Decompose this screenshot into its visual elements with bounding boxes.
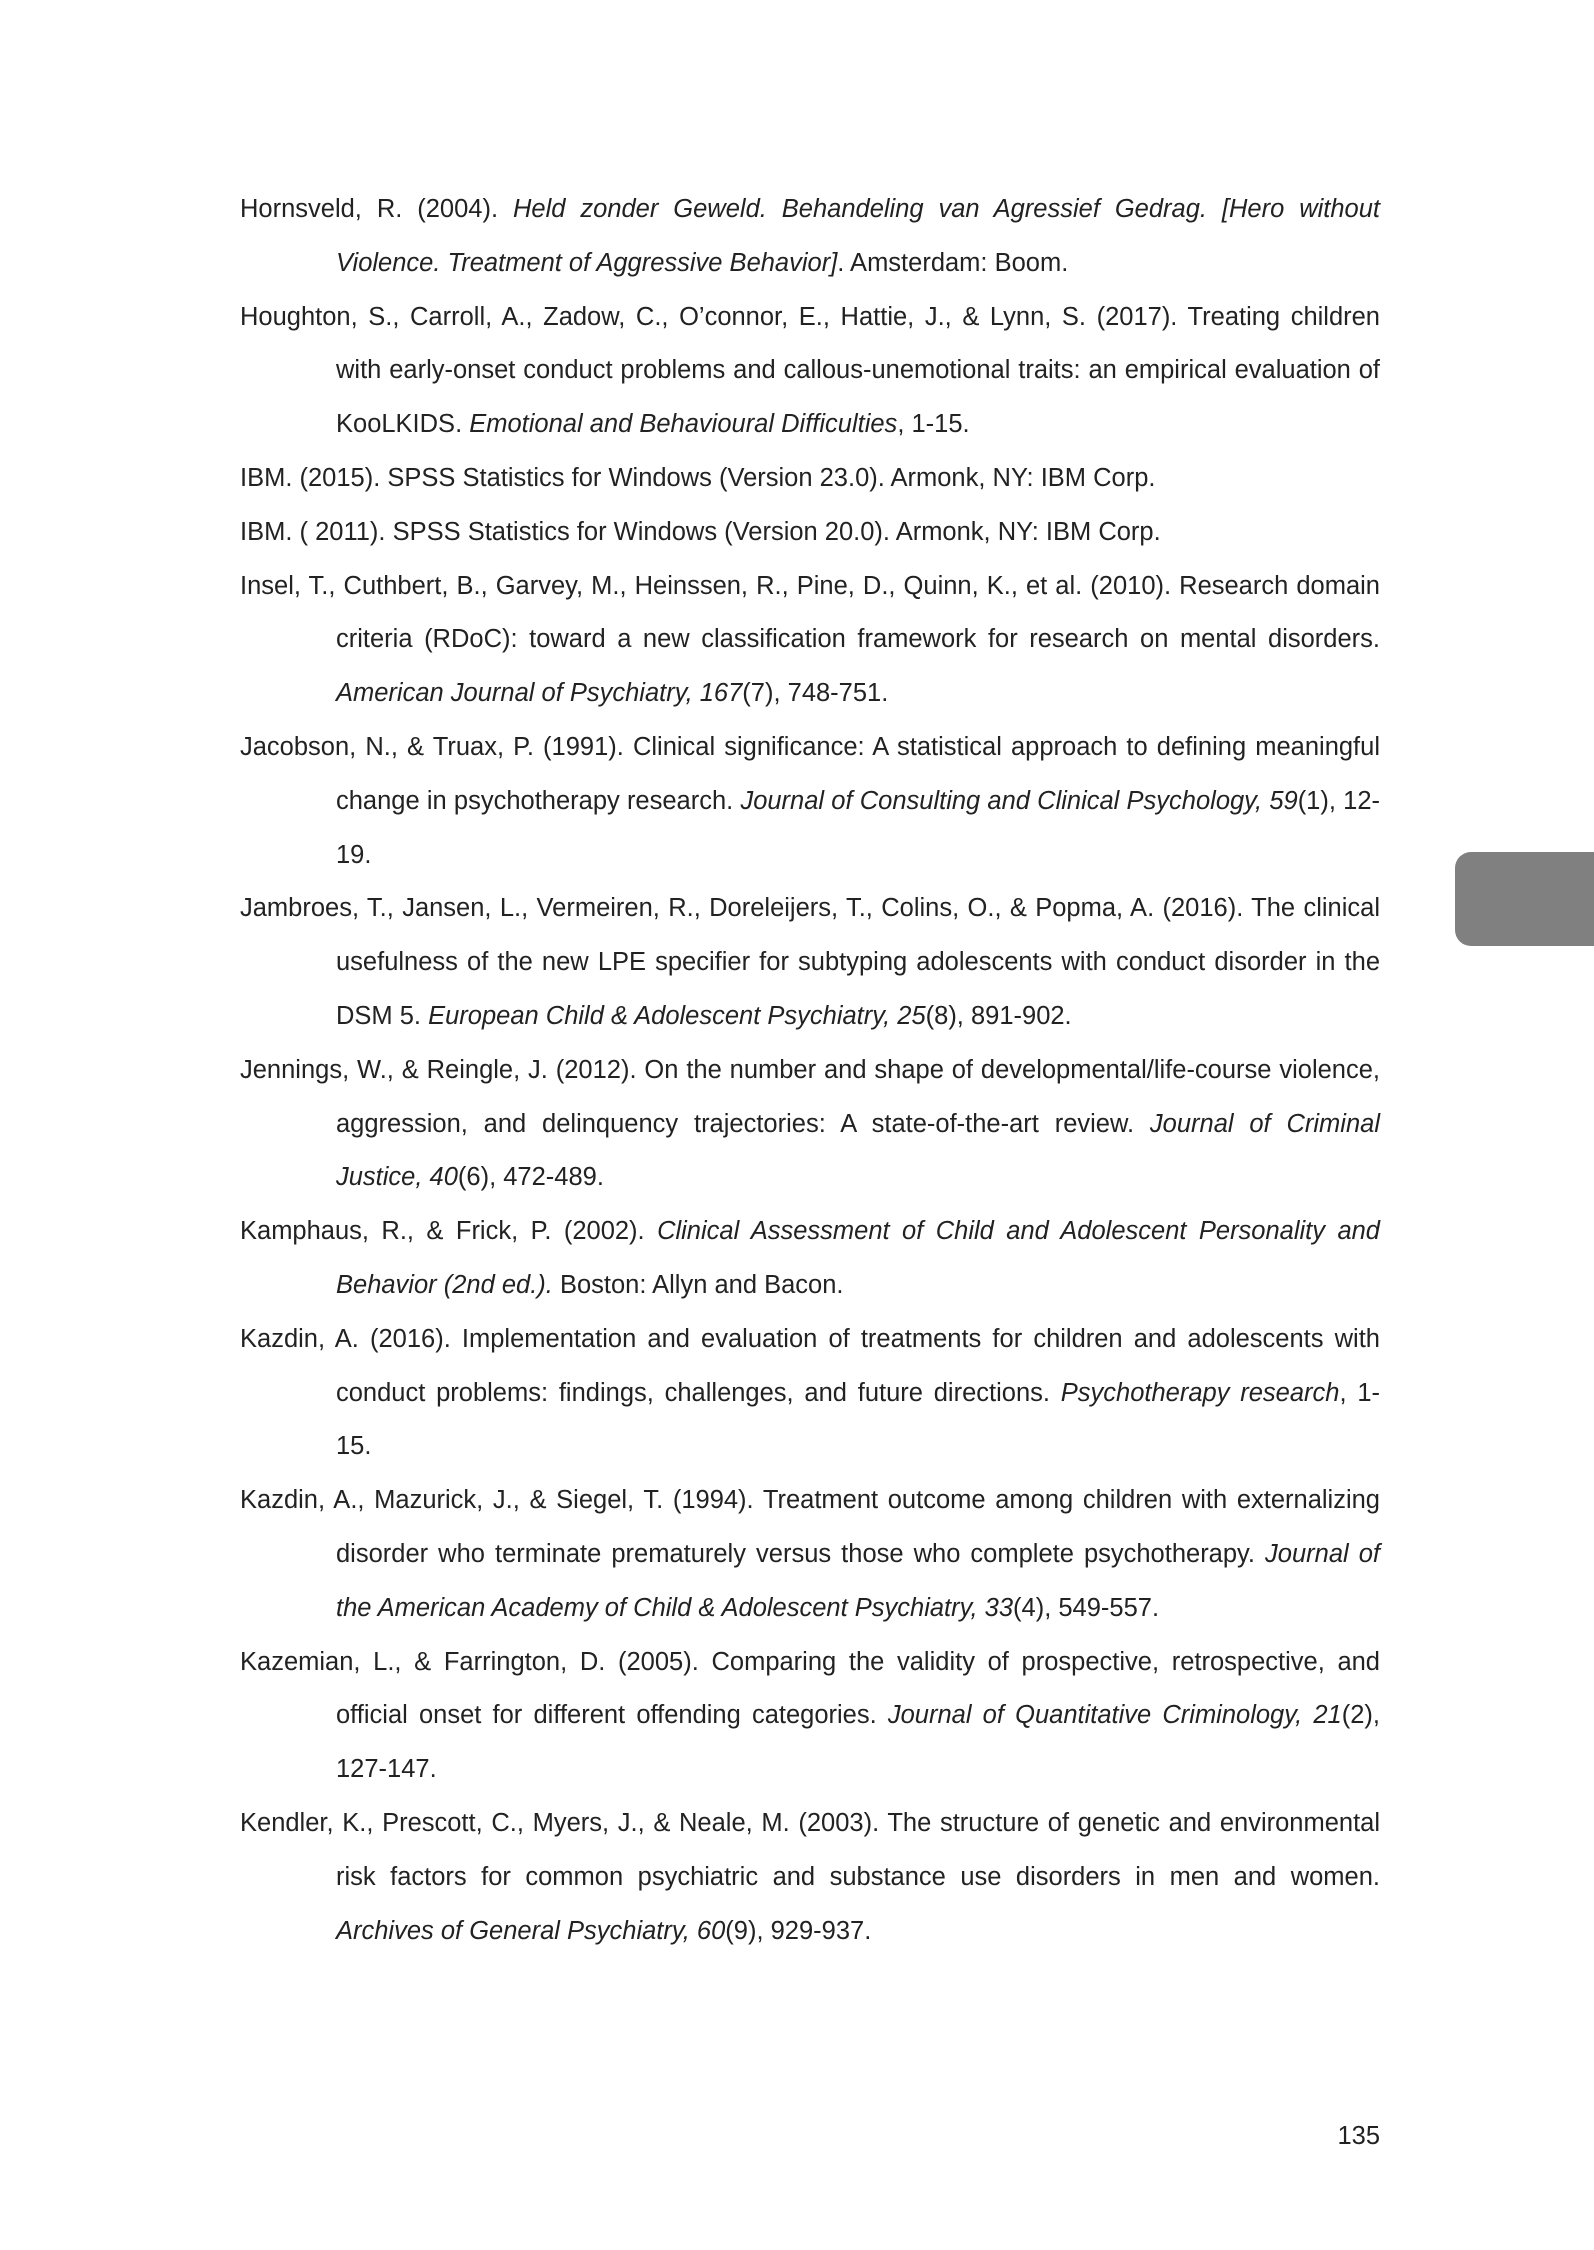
chapter-thumb-tab <box>1455 852 1594 946</box>
page-number: 135 <box>1337 2122 1380 2150</box>
reference-item: IBM. ( 2011). SPSS Statistics for Windows (Version 20.0). Armonk, NY: IBM Corp. <box>240 517 1161 546</box>
reference-item: Kazdin, A., Mazurick, J., & Siegel, T. (1994). Treatment outcome among children with externalizing disorder who terminate prematurely versus those who complete psychotherapy. Journal of the American Academy of Child & Adolescent Psychiatry, 33(4), 549-557. <box>240 1486 1380 1622</box>
reference-item: IBM. (2015). SPSS Statistics for Windows (Version 23.0). Armonk, NY: IBM Corp. <box>240 463 1156 492</box>
reference-list <box>240 183 1380 1958</box>
reference-item: Hornsveld, R. (2004). Held zonder Geweld. Behandeling van Agressief Gedrag. [Hero without Violence. Treatment of Aggressive Behavior]. Amsterdam: Boom. <box>240 195 1381 277</box>
reference-item: Kazemian, L., & Farrington, D. (2005). Comparing the validity of prospective, retrospective, and official onset for different offending categories. Journal of Quantitative Criminology, 21(2), 127-147. <box>240 1647 1380 1784</box>
reference-item: Kazdin, A. (2016). Implementation and evaluation of treatments for children and adolescents with conduct problems: findings, challenges, and future directions. Psychotherapy research, 1-15. <box>240 1324 1381 1461</box>
reference-item: Houghton, S., Carroll, A., Zadow, C., O’connor, E., Hattie, J., & Lynn, S. (2017). Treating children with early-onset conduct problems and callous-unemotional traits: an empirical evaluation of KooLKIDS. Emotional and Behavioural Difficulties, 1-15. <box>240 302 1380 439</box>
reference-item: Jennings, W., & Reingle, J. (2012). On the number and shape of developmental/life-course violence, aggression, and delinquency trajectories: A state-of-the-art review. Journal of Criminal Justice, 40(6), 472-489. <box>240 1055 1380 1192</box>
reference-item: Kamphaus, R., & Frick, P. (2002). Clinical Assessment of Child and Adolescent Personality and Behavior (2nd ed.). Boston: Allyn and Bacon. <box>240 1217 1380 1299</box>
reference-item: Jambroes, T., Jansen, L., Vermeiren, R., Doreleijers, T., Colins, O., & Popma, A. (2016). The clinical usefulness of the new LPE specifier for subtyping adolescents with conduct disorder in the DSM 5. European Child & Adolescent Psychiatry, 25(8), 891-902. <box>240 894 1380 1030</box>
reference-item: Insel, T., Cuthbert, B., Garvey, M., Heinssen, R., Pine, D., Quinn, K., et al. (2010). Research domain criteria (RDoC): toward a new classification framework for research on mental disorders. American Journal of Psychiatry, 167(7), 748-751. <box>240 571 1380 708</box>
reference-item: Jacobson, N., & Truax, P. (1991). Clinical significance: A statistical approach to defining meaningful change in psychotherapy research. Journal of Consulting and Clinical Psychology, 59(1), 12-19. <box>240 732 1380 869</box>
reference-item: Kendler, K., Prescott, C., Myers, J., & Neale, M. (2003). The structure of genetic and environmental risk factors for common psychiatric and substance use disorders in men and women. Archives of General Psychiatry, 60(9), 929-937. <box>240 1808 1380 1945</box>
